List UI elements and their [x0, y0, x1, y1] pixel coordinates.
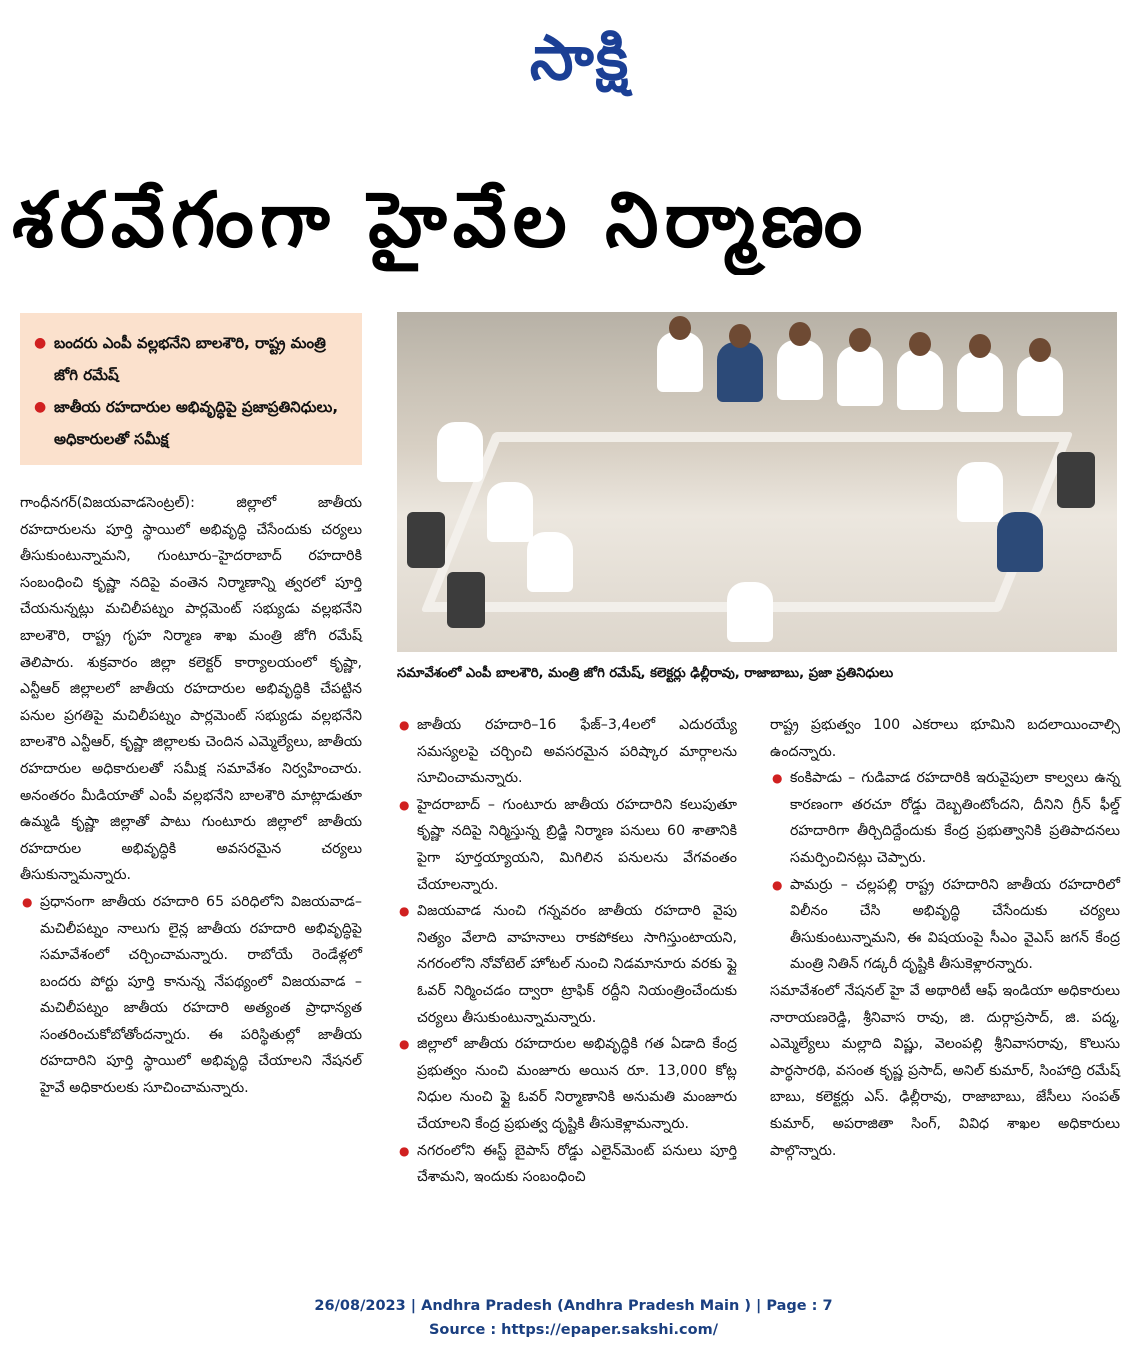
highlight-item: ● జాతీయ రహదారుల అభివృద్ధిపై ప్రజాప్రతినిధులు, అధికారులతో సమీక్ష — [32, 391, 352, 455]
footer-dateline: 26/08/2023 | Andhra Pradesh (Andhra Pradesh Main ) | Page : 7 — [314, 1298, 833, 1314]
article-column-2 — [397, 712, 737, 1191]
article-intro: గాంధీనగర్(విజయవాడసెంట్రల్): జిల్లాలో జాతీయ రహదారులను పూర్తి స్థాయిలో అభివృద్ధి చేసేందుకు చర్యలు తీసుకుంటున్నామని, గుంటూరు–హైదరాబాద్ రహదారికి సంబంధించి కృష్ణా నదిపై వంతెన నిర్మాణాన్ని త్వరలో పూర్తి చేయనున్నట్లు మచిలీపట్నం పార్లమెంట్ సభ్యుడు వల్లభనేని బాలశౌరి, రాష్ట్ర గృహ నిర్మాణ శాఖ మంత్రి జోగి రమేష్ తెలిపారు. శుక్రవారం జిల్లా కలెక్టర్ కార్యాలయంలో కృష్ణా, ఎన్టీఆర్ జిల్లాలలో జాతీయ రహదారుల అభివృద్ధికి చేపట్టిన పనుల ప్రగతిపై మచిలీపట్నం పార్లమెంట్ సభ్యుడు వల్లభనేని బాలశౌరి ఎన్టీఆర్, కృష్ణా జిల్లాలకు చెందిన ఎమ్మెల్యేలు, జాతీయ రహదారుల అధికారులతో సమీక్ష సమావేశం నిర్వహించారు. అనంతరం మీడియాతో ఎంపీ వల్లభనేని బాలశౌరి మాట్లాడుతూ ఉమ్మడి కృష్ణా జిల్లాతో పాటు గుంటూరు జిల్లాలో జాతీయ రహదారుల అభివృద్ధికి అవసరమైన చర్యలు తీసుకున్నామన్నారు. — [20, 495, 362, 884]
photo-caption: సమావేశంలో ఎంపీ బాలశౌరి, మంత్రి జోగి రమేష్, కలెక్టర్లు ఢిల్లీరావు, రాజాబాబు, ప్రజా ప్రతినిధులు — [397, 666, 894, 681]
headline: శరవేగంగా హైవేల నిర్మాణం — [12, 175, 869, 264]
highlights-box — [20, 313, 362, 465]
masthead-logo: సాక్షి — [529, 21, 631, 94]
highlight-item: ● బందరు ఎంపీ వల్లభనేని బాలశౌరి, రాష్ట్ర మంత్రి జోగి రమేష్ — [32, 327, 352, 391]
footer-source: Source : https://epaper.sakshi.com/ — [428, 1322, 719, 1338]
article-bullet: ● పామర్రు – చల్లపల్లి రాష్ట్ర రహదారిని జాతీయ రహదారిలో విలీనం చేసి అభివృద్ధి చేసేందుకు చర్యలు తీసుకుంటున్నామని, ఈ విషయంపై సీఎం వైఎస్ జగన్ కేంద్ర మంత్రి నితిన్ గడ్కరీ దృష్టికి తీసుకెళ్లారన్నారు. — [770, 872, 1120, 978]
article-bullet: ● జాతీయ రహదారి–16 ఫేజ్–3,4లలో ఎదురయ్యే సమస్యలపై చర్చించి అవసరమైన పరిష్కార మార్గాలను సూచించామన్నారు. — [397, 712, 737, 792]
article-continuation: రాష్ట్ర ప్రభుత్వం 100 ఎకరాలు భూమిని బదలాయించాల్సి ఉందన్నారు. — [770, 717, 1120, 760]
meeting-photo — [397, 312, 1117, 652]
article-column-3 — [770, 712, 1120, 1164]
article-bullet: ● జిల్లాలో జాతీయ రహదారుల అభివృద్ధికి గత ఏడాది కేంద్ర ప్రభుత్వం నుంచి మంజూరు అయిన రూ. 13,000 కోట్ల నిధుల నుంచి ఫ్లై ఓవర్ నిర్మాణానికి అనుమతి మంజూరు చేయాలని కేంద్ర ప్రభుత్వ దృష్టికి తీసుకెళ్లామన్నారు. — [397, 1031, 737, 1137]
article-bullet: ● హైదరాబాద్ – గుంటూరు జాతీయ రహదారిని కలుపుతూ కృష్ణా నదిపై నిర్మిస్తున్న బ్రిడ్జి నిర్మాణ పనులు 60 శాతానికి పైగా పూర్తయ్యాయని, మిగిలిన పనులను వేగవంతం చేయాలన్నారు. — [397, 792, 737, 898]
article-column-1 — [20, 490, 362, 1102]
article-bullet: ● కంకిపాడు – గుడివాడ రహదారికి ఇరువైపులా కాల్వలు ఉన్న కారణంగా తరచూ రోడ్డు దెబ్బతింటోందని, దీనిని గ్రీన్ ఫీల్డ్ రహదారిగా తీర్చిదిద్దేందుకు కేంద్ర ప్రభుత్వానికి ప్రతిపాదనలు సమర్పించినట్లు చెప్పారు. — [770, 765, 1120, 871]
article-bullet: ● విజయవాడ నుంచి గన్నవరం జాతీయ రహదారి వైపు నిత్యం వేలాది వాహనాలు రాకపోకలు సాగిస్తుంటాయని, నగరంలోని నోవోటెల్ హోటల్ నుంచి నిడమానూరు వరకు ఫ్లై ఓవర్ నిర్మించడం ద్వారా ట్రాఫిక్ రద్దీని నియంత్రించేందుకు చర్యలు తీసుకుంటున్నామన్నారు. — [397, 898, 737, 1031]
article-bullet: ● ప్రధానంగా జాతీయ రహదారి 65 పరిధిలోని విజయవాడ–మచిలీపట్నం నాలుగు లైన్ల జాతీయ రహదారి అభివృద్ధిపై సమావేశంలో చర్చించామన్నారు. రాబోయే రెండేళ్లలో బందరు పోర్టు పూర్తి కానున్న నేపథ్యంలో విజయవాడ – మచిలీపట్నం జాతీయ రహదారి అత్యంత ప్రాధాన్యత సంతరించుకోబోతోందన్నారు. ఈ పరిస్థితుల్లో జాతీయ రహదారిని పూర్తి స్థాయిలో అభివృద్ధి చేయాలని నేషనల్ హైవే అధికారులకు సూచించామన్నారు. — [20, 889, 362, 1102]
article-bullet: ● నగరంలోని ఈస్ట్ బైపాస్ రోడ్డు ఎలైన్‌మెంట్ పనులు పూర్తి చేశామని, ఇందుకు సంబంధించి — [397, 1138, 737, 1191]
article-closing: సమావేశంలో నేషనల్ హై వే అథారిటీ ఆఫ్ ఇండియా అధికారులు నారాయణరెడ్డి, శ్రీనివాస రావు, జి. దుర్గాప్రసాద్, జి. పద్మ, ఎమ్మెల్యేలు మల్లాది విష్ణు, వెలంపల్లి శ్రీనివాసరావు, కొలుసు పార్థసారథి, వసంత కృష్ణ ప్రసాద్, అనిల్ కుమార్, సింహాద్రి రమేష్ బాబు, కలెక్టర్లు ఎస్. ఢిల్లీరావు, రాజాబాబు, జేసీలు సంపత్ కుమార్, అపరాజితా సింగ్, వివిధ శాఖల అధికారులు పాల్గొన్నారు. — [770, 982, 1120, 1159]
